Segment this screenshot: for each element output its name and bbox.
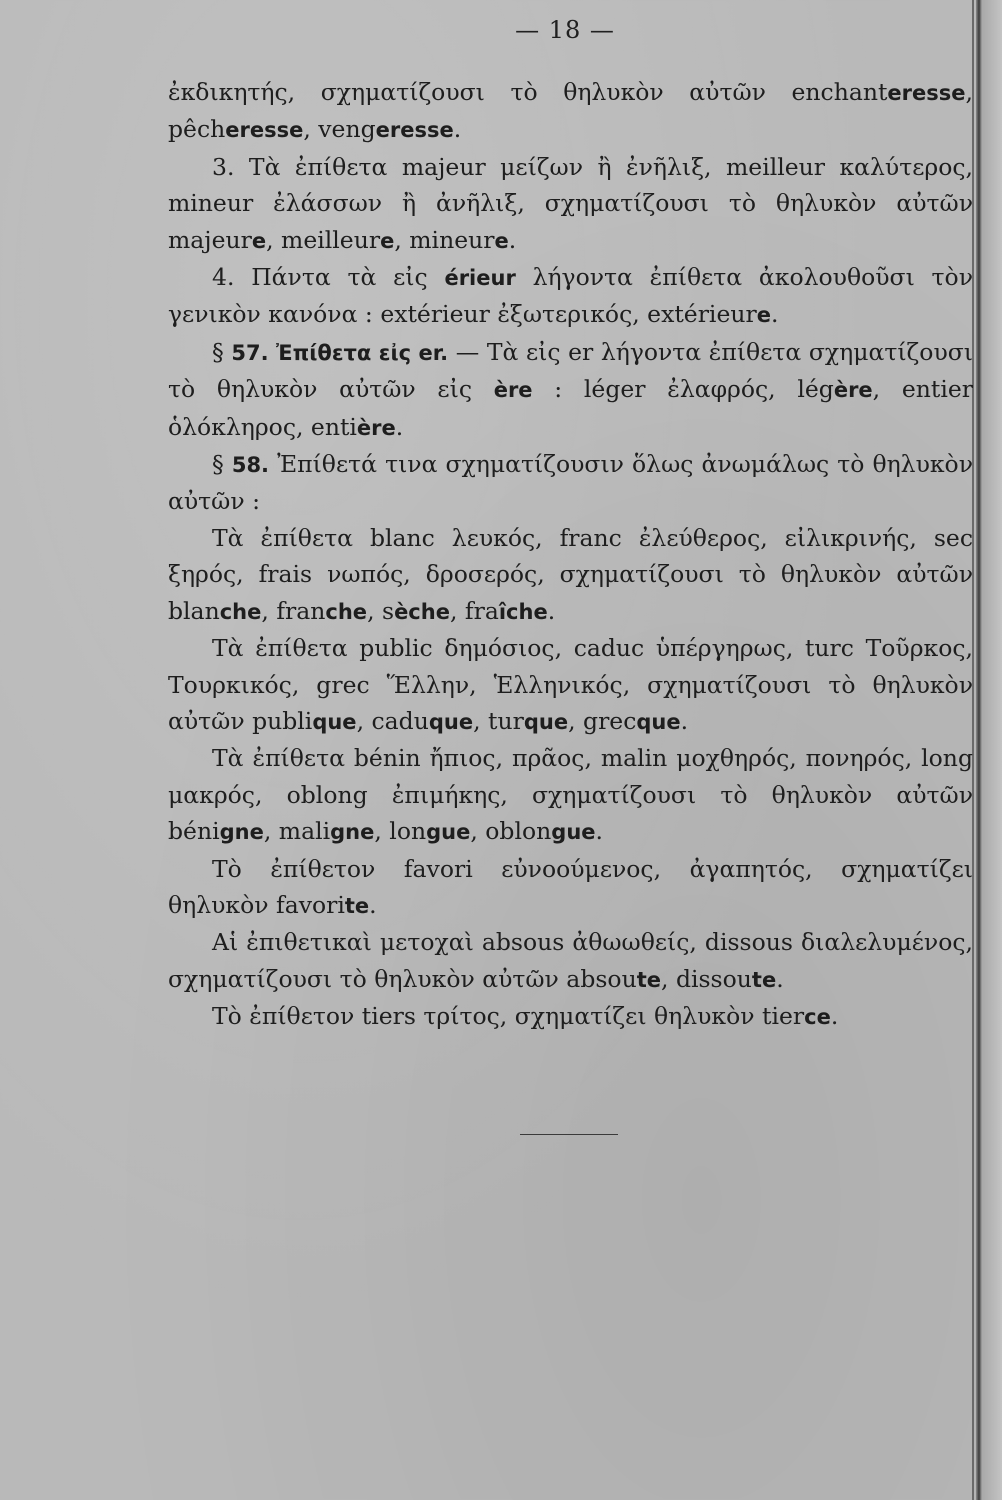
paragraph <box>168 334 973 446</box>
paragraph <box>168 630 973 740</box>
paragraph <box>168 924 973 998</box>
text-run: , entier ὁλόκληρος, enti <box>168 375 973 441</box>
text-run: . <box>770 300 779 329</box>
text-run: , pêch <box>168 78 973 144</box>
text-run: , oblon <box>470 817 552 846</box>
text-run: , s <box>367 596 395 625</box>
text-run: , lon <box>374 817 427 846</box>
text-run: . <box>453 115 462 144</box>
text-run: , grec <box>568 706 637 735</box>
bold-ending: ère <box>356 415 396 440</box>
text-run: . <box>369 890 377 919</box>
text-run: , mineur <box>394 225 495 254</box>
bold-ending: gue <box>551 820 596 845</box>
text-run: Τὰ ἐπίθετα blanc λευκός, franc ἐλεύθερος, εἰλικρινής, sec ξηρός, frais νωπός, δροσερός, σχηματίζουσι τὸ θηλυκὸν αὐτῶν blan <box>168 523 973 625</box>
text-run: , meilleur <box>266 225 381 254</box>
bold-ending: que <box>523 709 569 734</box>
page-edge <box>976 0 1002 1500</box>
text-run: Τὰ ἐπίθετα bénin ἤπιος, πρᾶος, malin μοχθηρός, πονηρός, long μακρός, oblong ἐπιμήκης, σχηματίζουσι τὸ θηλυκὸν αὐτῶν béni <box>168 744 973 846</box>
bold-ending: que <box>428 709 474 734</box>
text-run: : léger ἐλαφρός, lég <box>532 375 834 404</box>
bold-ending: e <box>756 303 771 328</box>
text-run: . <box>395 412 404 441</box>
bold-ending: gue <box>426 820 471 845</box>
paragraph <box>168 149 973 259</box>
text-run: 4. Πάντα τὰ εἰς <box>212 263 445 292</box>
bold-ending: te <box>344 893 370 918</box>
bold-ending: te <box>751 967 777 992</box>
text-run: λήγοντα ἐπίθετα ἀκολουθοῦσι τὸν γενικὸν κανόνα : extérieur ἐξωτερικός, extérieur <box>168 263 973 329</box>
paragraph <box>168 446 973 520</box>
text-run: , cadu <box>356 706 429 735</box>
bold-ending: gne <box>330 820 375 845</box>
text-run: , fran <box>261 596 326 625</box>
bold-ending: te <box>636 967 661 992</box>
bold-ending: eresse <box>225 118 304 143</box>
bold-ending: 58. <box>231 453 270 478</box>
text-run: Τὸ ἐπίθετον favori εὐνοούμενος, ἀγαπητός, σχηματίζει θηλυκὸν favori <box>168 854 973 919</box>
text-run: Ἐπίθετά τινα σχηματίζουσιν ὅλως ἀνωμάλως τὸ θηλυκὸν αὐτῶν : <box>168 450 973 516</box>
bold-ending: 57. Ἐπίθετα εἰς er. <box>231 340 449 365</box>
text-run: , veng <box>303 115 376 144</box>
text-run: . <box>547 596 556 625</box>
text-run: § <box>212 337 232 366</box>
bold-ending: e <box>251 228 267 253</box>
body-text <box>168 74 973 1036</box>
bold-ending: eresse <box>375 118 454 143</box>
text-run: . <box>595 817 603 846</box>
text-run: . <box>776 964 784 993</box>
text-run: 3. Τὰ ἐπίθετα majeur μείζων ἢ ἐνῆλιξ, meilleur καλύτερος, mineur ἐλάσσων ἢ ἀνῆλιξ, σχηματίζουσι τὸ θηλυκὸν αὐτῶν majeur <box>168 152 973 254</box>
text-run: , tur <box>473 706 524 735</box>
text-run: , mali <box>263 817 331 846</box>
bold-ending: e <box>494 228 509 253</box>
bold-ending: gne <box>219 820 264 845</box>
text-run: . <box>508 225 517 254</box>
text-run: Τὸ ἐπίθετον tiers τρίτος, σχηματίζει θηλυκὸν tier <box>212 1002 805 1031</box>
bold-ending: que <box>636 709 681 734</box>
bold-ending: e <box>380 228 395 253</box>
paragraph <box>168 851 973 925</box>
paragraph <box>168 998 973 1035</box>
bold-ending: che <box>219 599 262 624</box>
section-end-rule <box>520 1134 618 1135</box>
bold-ending: che <box>325 599 368 624</box>
text-run: § <box>212 450 232 479</box>
text-run: . <box>830 1002 839 1031</box>
text-run: ἐκδικητής, σχηματίζουσι τὸ θηλυκὸν αὐτῶν enchant <box>168 78 888 106</box>
paragraph <box>168 259 973 334</box>
page-number: — 18 — <box>515 16 615 44</box>
paragraph <box>168 740 973 850</box>
text-run: — Τὰ εἰς er λήγοντα ἐπίθετα σχηματίζουσι τὸ θηλυκὸν αὐτῶν εἰς <box>168 337 973 404</box>
bold-ending: érieur <box>444 266 516 291</box>
text-run: Αἱ ἐπιθετικαὶ μετοχαὶ absous ἀθωωθείς, dissous διαλελυμένος, σχηματίζουσι τὸ θηλυκὸν αὐτῶν absou <box>168 928 973 993</box>
text-run: , dissou <box>661 964 752 993</box>
text-run: Τὰ ἐπίθετα public δημόσιος, caduc ὑπέργηρως, turc Τοῦρκος, Τουρκικός, grec Ἕλλην, Ἑλληνικός, σχηματίζουσι τὸ θηλυκὸν αὐτῶν publi <box>168 634 973 735</box>
text-run: . <box>680 706 689 735</box>
paragraph <box>168 74 973 149</box>
bold-ending: èche <box>394 599 450 624</box>
bold-ending: îche <box>498 599 548 624</box>
text-run: , fra <box>449 596 499 625</box>
bold-ending: ère <box>493 378 533 403</box>
bold-ending: ère <box>833 378 873 403</box>
bold-ending: ce <box>804 1005 831 1030</box>
paragraph <box>168 520 973 630</box>
bold-ending: eresse <box>887 81 966 105</box>
bold-ending: que <box>312 709 357 734</box>
